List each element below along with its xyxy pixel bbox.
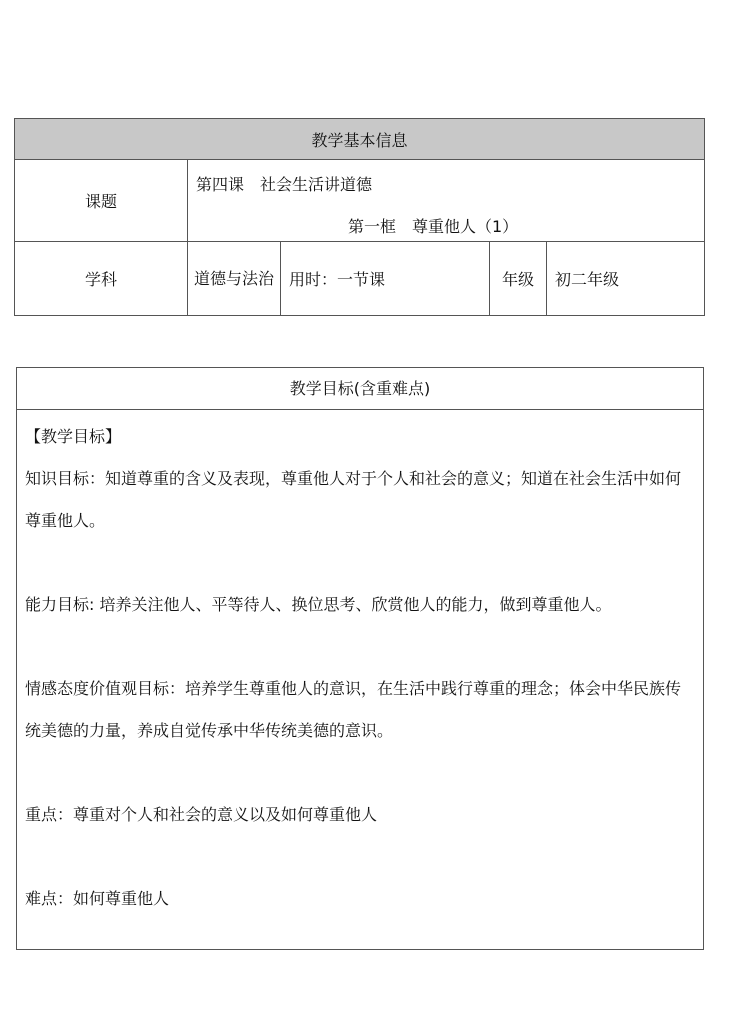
key-point: 重点：尊重对个人和社会的意义以及如何尊重他人 (25, 805, 378, 824)
time-value: 用时：一节课 (281, 242, 490, 316)
spacer (25, 626, 695, 668)
objectives-header: 教学目标(含重难点) (17, 368, 703, 410)
basic-info-table (14, 118, 705, 316)
emotion-objective: 情感态度价值观目标：培养学生尊重他人的意识，在生活中践行尊重的理念；体会中华民族传统美德的力量，养成自觉传承中华传统美德的意识。 (25, 679, 682, 740)
subject-value: 道德与法治 (188, 242, 281, 316)
basic-info-header: 教学基本信息 (15, 119, 705, 160)
ability-objective: 能力目标: 培养关注他人、平等待人、换位思考、欣赏他人的能力，做到尊重他人。 (25, 595, 612, 614)
objectives-section-title: 【教学目标】 (25, 427, 122, 446)
topic-line-1: 第四课 社会生活讲道德 (196, 175, 373, 194)
objectives-box (16, 367, 704, 950)
subject-label: 学科 (15, 242, 188, 316)
grade-label: 年级 (490, 242, 547, 316)
spacer (25, 542, 695, 584)
difficulty-point: 难点：如何尊重他人 (25, 889, 170, 908)
grade-value: 初二年级 (547, 242, 705, 316)
topic-label: 课题 (15, 160, 188, 242)
spacer (25, 836, 695, 878)
topic-line-2: 第一框 尊重他人（1） (348, 217, 519, 236)
objectives-body (17, 410, 703, 920)
topic-cell (188, 160, 705, 242)
spacer (25, 752, 695, 794)
knowledge-objective: 知识目标：知道尊重的含义及表现，尊重他人对于个人和社会的意义；知道在社会生活中如何尊重他人。 (25, 469, 682, 530)
